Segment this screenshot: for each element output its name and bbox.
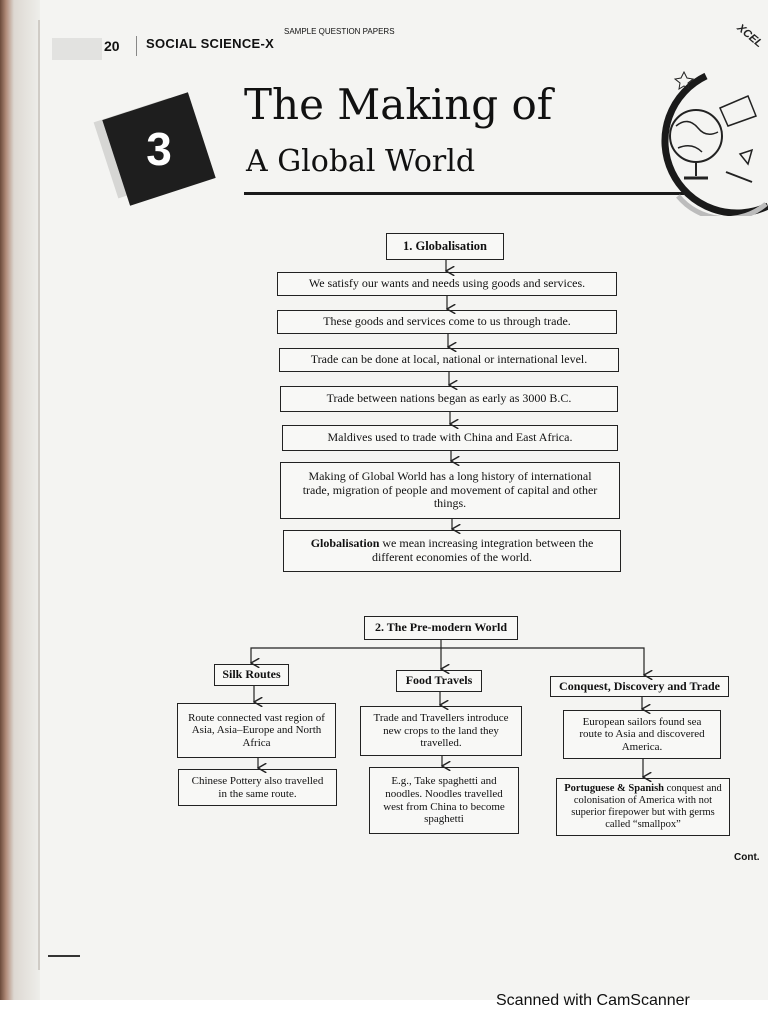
food-travels-box: Food Travels	[396, 670, 482, 692]
globalisation-term: Globalisation	[310, 536, 380, 551]
silk-routes-item-1: Route connected vast region of Asia, Asia–Europe and North Africa	[177, 703, 336, 758]
chapter-title-line2: A Global World	[246, 144, 476, 179]
conquest-box: Conquest, Discovery and Trade	[550, 676, 729, 697]
globalisation-step-4: Trade between nations began as early as 3000 B.C.	[280, 386, 618, 412]
premodern-heading-box: 2. The Pre-modern World	[364, 616, 518, 640]
subject-title: SOCIAL SCIENCE-X	[146, 36, 275, 51]
globalisation-step-3: Trade can be done at local, national or international level.	[279, 348, 619, 372]
conquest-item-2-text: conquest and colonisation of America with not superior firepower but with germs called “smallpox”	[571, 782, 722, 831]
corner-logo-text: XCEL	[734, 21, 765, 51]
connector-branch-left	[251, 648, 441, 663]
chapter-title-line1: The Making of	[244, 80, 553, 129]
conquest-item-1: European sailors found sea route to Asia and discovered America.	[563, 710, 721, 759]
globalisation-step-6: Making of Global World has a long history of international trade, migration of people and movement of capital and other things.	[280, 462, 620, 519]
globalisation-step-2: These goods and services come to us through trade.	[277, 310, 617, 334]
globalisation-step-5: Maldives used to trade with China and East Africa.	[282, 425, 618, 451]
globalisation-step-1: We satisfy our wants and needs using goods and services.	[277, 272, 617, 296]
silk-routes-box: Silk Routes	[214, 664, 289, 686]
globalisation-heading-box: 1. Globalisation	[386, 233, 504, 260]
header-subtitle: SAMPLE QUESTION PAPERS	[284, 27, 395, 36]
page-number: 20	[104, 38, 120, 54]
food-travels-item-2: E.g., Take spaghetti and noodles. Noodles travelled west from China to become spaghetti	[369, 767, 519, 834]
chapter-number: 3	[146, 123, 172, 175]
globalisation-definition: we mean increasing integration between the different economies of the world.	[371, 536, 594, 564]
conquest-item-2-bold: Portuguese & Spanish	[564, 782, 664, 794]
continued-label: Cont.	[734, 852, 760, 863]
food-travels-item-1: Trade and Travellers introduce new crops to the land they travelled.	[360, 706, 522, 756]
connector-branch-right	[441, 648, 644, 675]
scanner-watermark: Scanned with CamScanner	[496, 992, 690, 1009]
silk-routes-item-2: Chinese Pottery also travelled in the same route.	[178, 769, 337, 806]
